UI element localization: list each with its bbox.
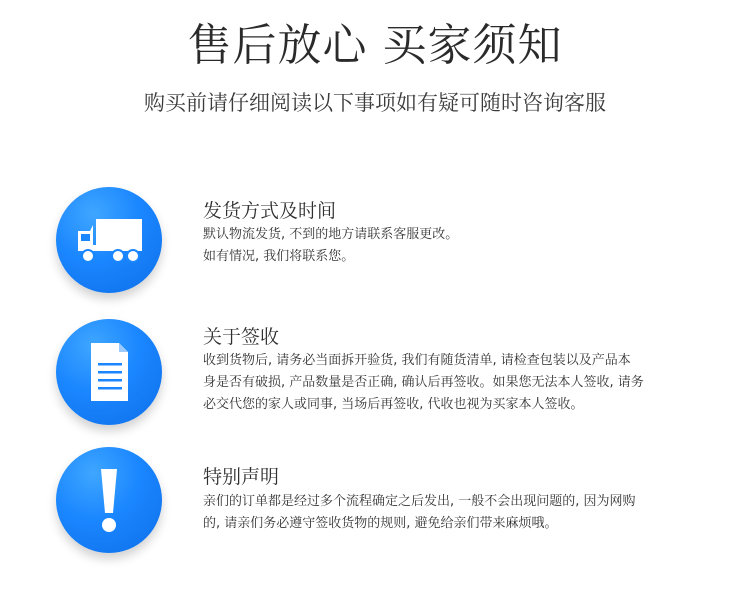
body-line: 亲们的订单都是经过多个流程确定之后发出, 一般不会出现问题的, 因为网购 xyxy=(203,494,636,509)
body-line: 默认物流发货, 不到的地方请联系客服更改。 xyxy=(203,227,459,242)
section-title: 特别声明 xyxy=(203,466,280,488)
page-title: 售后放心 买家须知 xyxy=(187,20,563,71)
body-line: 必交代您的家人或同事, 当场后再签收, 代收也视为买家本人签收。 xyxy=(203,397,584,412)
body-line: 如有情况, 我们将联系您。 xyxy=(203,249,355,264)
page-subtitle: 购买前请仔细阅读以下事项如有疑可随时咨询客服 xyxy=(144,91,606,115)
body-line: 身是否有破损, 产品数量是否正确, 确认后再签收。如果您无法本人签收, 请务 xyxy=(203,375,644,390)
body-line: 收到货物后, 请务必当面拆开验货, 我们有随货清单, 请检查包装以及产品本 xyxy=(203,353,631,368)
section-body xyxy=(203,224,703,268)
section-body xyxy=(203,350,703,416)
truck-icon xyxy=(56,187,162,293)
exclamation-icon xyxy=(56,447,162,553)
document-icon xyxy=(56,319,162,425)
section-body xyxy=(203,491,703,535)
section-title: 关于签收 xyxy=(203,326,280,348)
body-line: 的, 请亲们务必遵守签收货物的规则, 避免给亲们带来麻烦哦。 xyxy=(203,516,558,531)
section-title: 发货方式及时间 xyxy=(203,200,337,222)
